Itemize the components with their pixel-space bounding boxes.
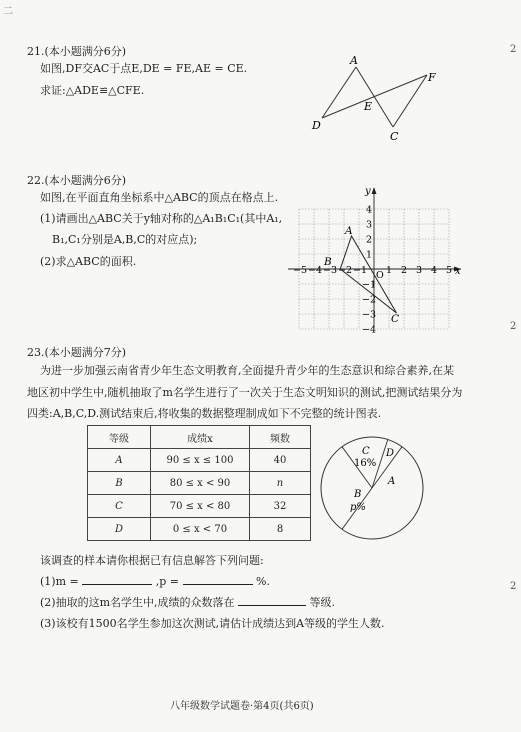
x-tick-label: −4 (308, 265, 323, 276)
q22-coordinate-grid (283, 182, 473, 334)
table-cell: 70 ≤ x < 80 (151, 495, 250, 518)
grade-table (87, 425, 311, 541)
y-tick-label: −2 (362, 294, 377, 306)
table-cell: 32 (250, 495, 311, 518)
label-D: D (312, 119, 321, 132)
label-F: F (428, 71, 436, 84)
edge-mark-top-left: 二 (3, 6, 13, 17)
q22-title: 22.(本小题满分6分) (27, 174, 127, 187)
q1-mid: ,p = (155, 575, 179, 588)
table-header: 成绩x (151, 426, 250, 449)
q23-question-2 (40, 595, 335, 611)
q23-title: 23.(本小题满分7分) (27, 346, 127, 359)
q2-prefix: (2)抽取的这m名学生中,成绩的众数落在 (40, 596, 235, 609)
q21-figure (300, 52, 450, 144)
x-tick-label: −2 (338, 265, 353, 276)
table-header-row (88, 426, 311, 449)
label-C: C (390, 130, 399, 143)
pie-label-A: A (388, 476, 396, 487)
q22-part2: (2)求△ABC的面积. (40, 255, 137, 268)
q23-question-3: (3)该校有1500名学生参加这次测试,请估计成绩达到A等级的学生人数. (40, 617, 385, 630)
vertex-A-label: A (345, 225, 353, 237)
edge-mark-right: 2 (510, 44, 517, 55)
vertex-C-label: C (391, 313, 400, 325)
table-cell: n (250, 472, 311, 495)
table-row (88, 495, 311, 518)
x-tick-label: −3 (323, 265, 338, 276)
table-cell: 40 (250, 449, 311, 472)
y-tick-label: 1 (366, 249, 373, 261)
table-cell: A (88, 449, 151, 472)
q23-question-1 (40, 574, 270, 590)
y-axis-label: y (365, 186, 371, 197)
pie-label-B-percent: p% (350, 502, 366, 513)
q1-suffix: %. (256, 575, 270, 588)
edge-mark-right: 2 (510, 581, 517, 592)
pie-label-B: B (354, 489, 362, 500)
x-tick-label: 2 (401, 265, 408, 276)
pie-chart (318, 434, 428, 544)
table-cell: 0 ≤ x < 70 (151, 518, 250, 541)
table-cell: 8 (250, 518, 311, 541)
q23-intro: 该调查的样本请你根据已有信息解答下列问题: (40, 554, 264, 567)
q23-paragraph-1: 为进一步加强云南省青少年生态文明教育,全面提升青少年的生态意识和综合素养,在某 (40, 364, 454, 377)
segment-FC (393, 75, 427, 127)
edge-mark-right: 2 (510, 321, 517, 332)
q22-statement: 如图,在平面直角坐标系中△ABC的顶点在格点上. (40, 191, 279, 204)
q22-part1-cont: B₁,C₁分别是A,B,C的对应点); (52, 233, 198, 246)
x-tick-label: −5 (293, 265, 308, 276)
q22-part1: (1)请画出△ABC关于y轴对称的△A₁B₁C₁(其中A₁, (40, 212, 283, 225)
table-cell: C (88, 495, 151, 518)
x-tick-label: −1 (353, 265, 368, 276)
answer-blank-m[interactable] (82, 574, 152, 585)
y-tick-label: −1 (362, 279, 377, 291)
y-axis-arrow (372, 187, 377, 194)
x-tick-label: 5 (446, 265, 453, 276)
table-row (88, 472, 311, 495)
segment-DF (322, 75, 427, 118)
q2-suffix: 等级. (309, 596, 336, 609)
table-cell: 90 ≤ x ≤ 100 (151, 449, 250, 472)
table-cell: 80 ≤ x < 90 (151, 472, 250, 495)
q23-paragraph-3: 四类:A,B,C,D.测试结束后,将收集的数据整理制成如下不完整的统计图表. (27, 407, 382, 420)
y-tick-label: 2 (366, 234, 373, 246)
y-tick-label: −4 (362, 324, 377, 334)
table-cell: D (88, 518, 151, 541)
x-axis-label: x (455, 266, 461, 277)
y-tick-label: 3 (366, 219, 373, 231)
q21-prove: 求证:△ADE≌△CFE. (40, 84, 145, 97)
q21-statement: 如图,DF交AC于点E,DE = FE,AE = CE. (40, 62, 248, 75)
y-tick-label: −3 (362, 309, 377, 321)
answer-blank-p[interactable] (183, 574, 253, 585)
pie-label-D: D (386, 448, 395, 459)
answer-blank-grade[interactable] (238, 595, 306, 606)
table-header: 等级 (88, 426, 151, 449)
label-E: E (364, 100, 373, 113)
y-tick-label: 4 (366, 204, 373, 216)
q21-title: 21.(本小题满分6分) (27, 45, 127, 58)
x-tick-label: 1 (386, 265, 393, 276)
table-row (88, 518, 311, 541)
q1-prefix: (1)m = (40, 575, 79, 588)
segment-AD (322, 67, 356, 118)
pie-label-C-percent: 16% (354, 458, 377, 469)
table-header: 频数 (250, 426, 311, 449)
origin-label: O (376, 270, 384, 281)
vertex-B-label: B (324, 256, 332, 268)
table-row (88, 449, 311, 472)
label-A: A (350, 54, 358, 67)
page-footer: 八年级数学试题卷·第4页(共6页) (170, 701, 314, 712)
pie-label-C: C (362, 446, 370, 457)
table-cell: B (88, 472, 151, 495)
x-tick-label: 3 (416, 265, 423, 276)
q23-paragraph-2: 地区初中学生中,随机抽取了m名学生进行了一次关于生态文明知识的测试,把测试结果分为 (27, 386, 463, 399)
x-tick-label: 4 (431, 265, 438, 276)
